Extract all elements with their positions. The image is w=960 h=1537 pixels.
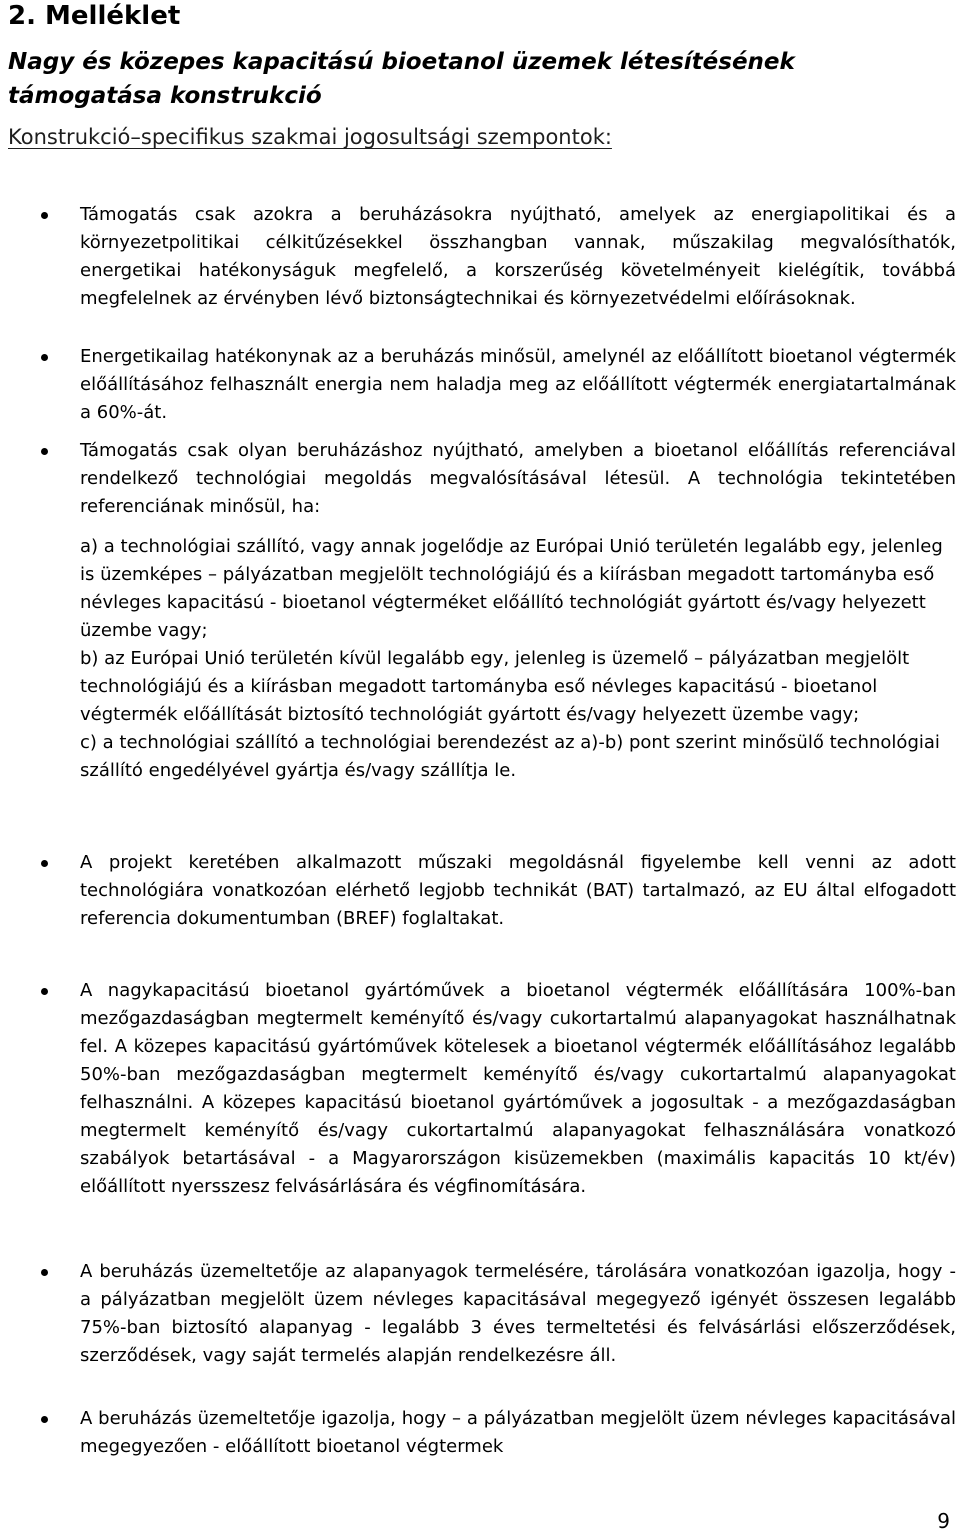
bullet-item-3 — [8, 437, 956, 785]
reference-condition-a: a) a technológiai szállító, vagy annak jogelődje az Európai Unió területén legalább egy, jelenleg is üzemképes – pályázatban megjelölt technológiájú és a kiírásban megadott tartományba eső névleges kapacitású - bioetanol végterméket előállító technológiát gyártott és/vagy helyezett üzembe vagy; — [80, 536, 943, 641]
bullet-text: A beruházás üzemeltetője az alapanyagok termelésére, tárolására vonatkozóan igazolja, hogy - a pályázatban megjelölt üzem névleges kapacitásával megegyező igényét összesen legalább 75%-ban biztosító alapanyag - legalább 3 éves termeltetési és felvásárlási előszerződések, szerződések, vagy saját termelés alapján rendelkezésre áll. — [80, 1261, 956, 1366]
bullet-icon — [41, 1416, 48, 1423]
bullet-item-4 — [8, 849, 956, 933]
bullet-item-7 — [8, 1405, 956, 1461]
appendix-heading: 2. Melléklet — [8, 1, 181, 31]
bullet-icon — [41, 1269, 48, 1276]
bullet-item-1 — [8, 201, 956, 313]
bullet-text: A projekt keretében alkalmazott műszaki megoldásnál figyelembe kell venni az adott technológiára vonatkozóan elérhető legjobb technikát (BAT) tartalmazó, az EU által elfogadott referencia dokumentumban (BREF) foglaltakat. — [80, 852, 956, 929]
reference-condition-c: c) a technológiai szállító a technológiai berendezést az a)-b) pont szerint minősülő technológiai szállító engedélyével gyártja és/vagy szállítja le. — [80, 732, 940, 781]
bullet-text: Energetikailag hatékonynak az a beruházás minősül, amelynél az előállított bioetanol végtermék előállításához felhasznált energia nem haladja meg az előállított végtermék energiatartalmának a 60%-át. — [80, 346, 956, 423]
section-subtitle: Konstrukció–specifikus szakmai jogosultsági szempontok: — [8, 125, 612, 149]
bullet-icon — [41, 448, 48, 455]
bullet-text: Támogatás csak azokra a beruházásokra nyújtható, amelyek az energiapolitikai és a környezetpolitikai célkitűzésekkel összhangban vannak, műszakilag megvalósíthatók, energetikai hatékonyságuk megfelelő, a korszerűség követelményeit kielégítik, továbbá megfelelnek az érvényben lévő biztonságtechnikai és környezetvédelmi előírásoknak. — [80, 204, 956, 309]
document-title: Nagy és közepes kapacitású bioetanol üzemek létesítésének támogatása konstrukció — [8, 49, 795, 109]
bullet-item-6 — [8, 1258, 956, 1370]
bullet-item-2 — [8, 343, 956, 427]
page-number: 9 — [937, 1509, 950, 1533]
bullet-text: A beruházás üzemeltetője igazolja, hogy – a pályázatban megjelölt üzem névleges kapacitásával megegyezően - előállított bioetanol végtermek — [80, 1408, 956, 1457]
bullet-text: Támogatás csak olyan beruházáshoz nyújtható, amelyben a bioetanol előállítás referenciával rendelkező technológiai megoldás megvalósításával létesül. A technológia tekintetében referenciának minősül, ha: — [80, 440, 956, 517]
bullet-item-5 — [8, 977, 956, 1201]
bullet-icon — [41, 212, 48, 219]
bullet-icon — [41, 988, 48, 995]
reference-condition-b: b) az Európai Unió területén kívül legalább egy, jelenleg is üzemelő – pályázatban megjelölt technológiájú és a kiírásban megadott tartományba eső névleges kapacitású - bioetanol végtermék előállítását biztosító technológiát gyártott és/vagy helyezett üzembe vagy; — [80, 648, 910, 725]
bullet-icon — [41, 860, 48, 867]
bullet-icon — [41, 354, 48, 361]
bullet-text: A nagykapacitású bioetanol gyártóművek a bioetanol végtermék előállítására 100%-ban mezőgazdaságban megtermelt keményítő és/vagy cukortartalmú alapanyagokat használhatnak fel. A közepes kapacitású gyártóművek kötelesek a bioetanol végtermék előállításához legalább 50%-ban mezőgazdaságban megtermelt keményítő és/vagy cukortartalmú alapanyagokat felhasználni. A közepes kapacitású bioetanol gyártóművek a jogosultak - a mezőgazdaságban megtermelt keményítő és/vagy cukortartalmú alapanyagokat felhasználására vonatkozó szabályok betartásával - a Magyarországon kisüzemekben (maximális kapacitás 10 kt/év) előállított nyersszesz felvásárlására és végfinomítására. — [80, 980, 956, 1197]
